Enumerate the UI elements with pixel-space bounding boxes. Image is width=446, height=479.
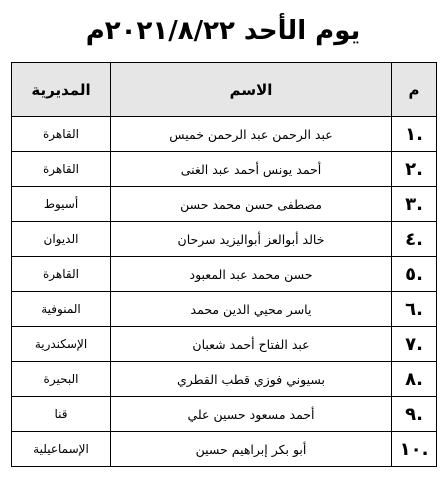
row-number: .٦: [392, 292, 437, 327]
header-directorate: المديرية: [12, 63, 111, 117]
table-row: [12, 432, 437, 467]
row-directorate: القاهرة: [12, 117, 111, 152]
table-row: [12, 117, 437, 152]
row-name: عبد الرحمن عبد الرحمن خميس: [111, 117, 392, 152]
row-name: ياسر محيي الدين محمد: [111, 292, 392, 327]
row-name: بسيوني فوزي قطب القطري: [111, 362, 392, 397]
row-number: .٧: [392, 327, 437, 362]
table-row: [12, 397, 437, 432]
row-directorate: الإسماعيلية: [12, 432, 111, 467]
row-directorate: قنا: [12, 397, 111, 432]
table-header-row: [12, 63, 437, 117]
row-directorate: الإسكندرية: [12, 327, 111, 362]
row-number: .٤: [392, 222, 437, 257]
row-directorate: الديوان: [12, 222, 111, 257]
row-number: .٣: [392, 187, 437, 222]
table-row: [12, 152, 437, 187]
row-directorate: القاهرة: [12, 257, 111, 292]
row-name: خالد أبوالعز أبواليزيد سرحان: [111, 222, 392, 257]
table-row: [12, 292, 437, 327]
row-name: حسن محمد عبد المعبود: [111, 257, 392, 292]
row-directorate: أسيوط: [12, 187, 111, 222]
row-number: .١٠: [392, 432, 437, 467]
page-title: يوم الأحد ٢٠٢١/٨/٢٢م: [85, 16, 361, 46]
table-row: [12, 187, 437, 222]
header-number: م: [392, 63, 437, 117]
table-row: [12, 222, 437, 257]
row-number: .٩: [392, 397, 437, 432]
row-directorate: البحيرة: [12, 362, 111, 397]
row-name: مصطفى حسن محمد حسن: [111, 187, 392, 222]
row-name: أبو بكر إبراهيم حسين: [111, 432, 392, 467]
row-name: عبد الفتاح أحمد شعبان: [111, 327, 392, 362]
row-number: .١: [392, 117, 437, 152]
roster-table: [11, 62, 437, 467]
table-row: [12, 257, 437, 292]
header-name: الاسم: [111, 63, 392, 117]
row-number: .٢: [392, 152, 437, 187]
row-name: أحمد مسعود حسين علي: [111, 397, 392, 432]
row-number: .٨: [392, 362, 437, 397]
row-directorate: القاهرة: [12, 152, 111, 187]
table-row: [12, 327, 437, 362]
table-row: [12, 362, 437, 397]
row-number: .٥: [392, 257, 437, 292]
row-name: أحمد يونس أحمد عبد الغنى: [111, 152, 392, 187]
row-directorate: المنوفية: [12, 292, 111, 327]
